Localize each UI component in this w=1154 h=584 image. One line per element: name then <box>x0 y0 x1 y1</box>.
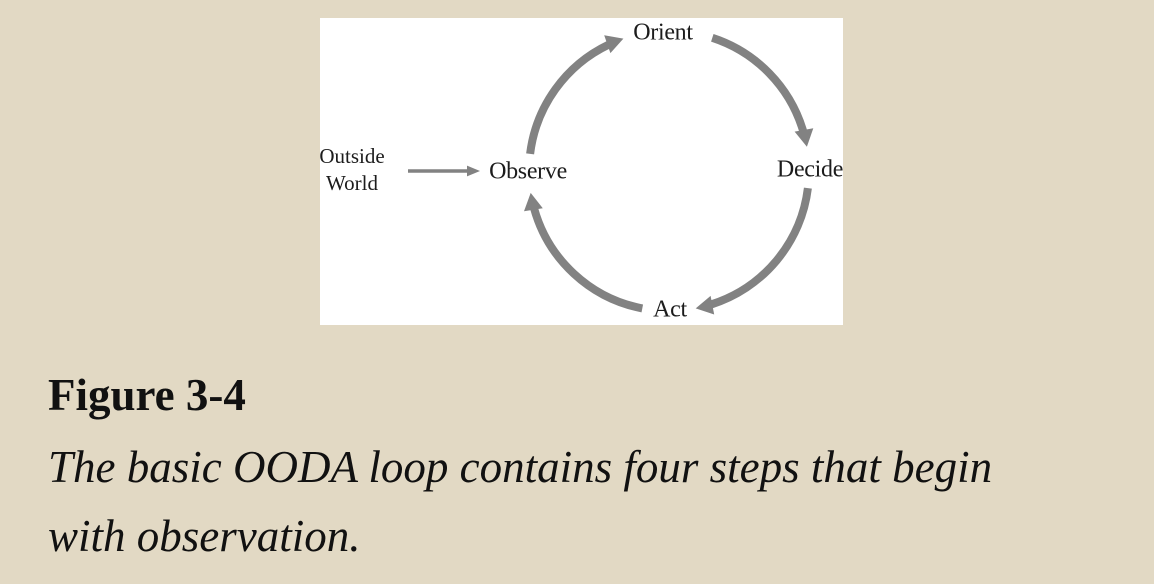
node-observe: Observe <box>489 158 567 185</box>
diagram-panel <box>320 18 843 325</box>
outside-world-label <box>319 143 384 197</box>
outside-world-line2: World <box>326 171 378 195</box>
figure-caption <box>48 369 992 571</box>
arrowhead-to-decide-icon <box>795 128 814 146</box>
ooda-loop-diagram <box>320 18 843 325</box>
arrowhead-to-observe-icon <box>524 193 543 211</box>
figure-description <box>48 433 992 571</box>
figure-number: Figure 3-4 <box>48 370 246 420</box>
outside-world-line1: Outside <box>319 144 385 168</box>
arc-observe-to-orient <box>530 45 609 154</box>
input-arrowhead-icon <box>467 166 480 177</box>
node-act: Act <box>653 296 687 323</box>
arc-orient-to-decide <box>712 38 803 131</box>
arc-act-to-observe <box>534 208 642 308</box>
caption-line-2: with observation. <box>48 511 361 561</box>
arrowhead-to-act-icon <box>696 296 715 315</box>
arc-decide-to-act <box>711 188 808 304</box>
cycle-arcs <box>530 38 808 309</box>
node-orient: Orient <box>633 19 693 46</box>
caption-line-1: The basic OODA loop contains four steps that begin <box>48 442 993 492</box>
node-decide: Decide <box>776 156 844 183</box>
input-arrow <box>408 166 480 177</box>
